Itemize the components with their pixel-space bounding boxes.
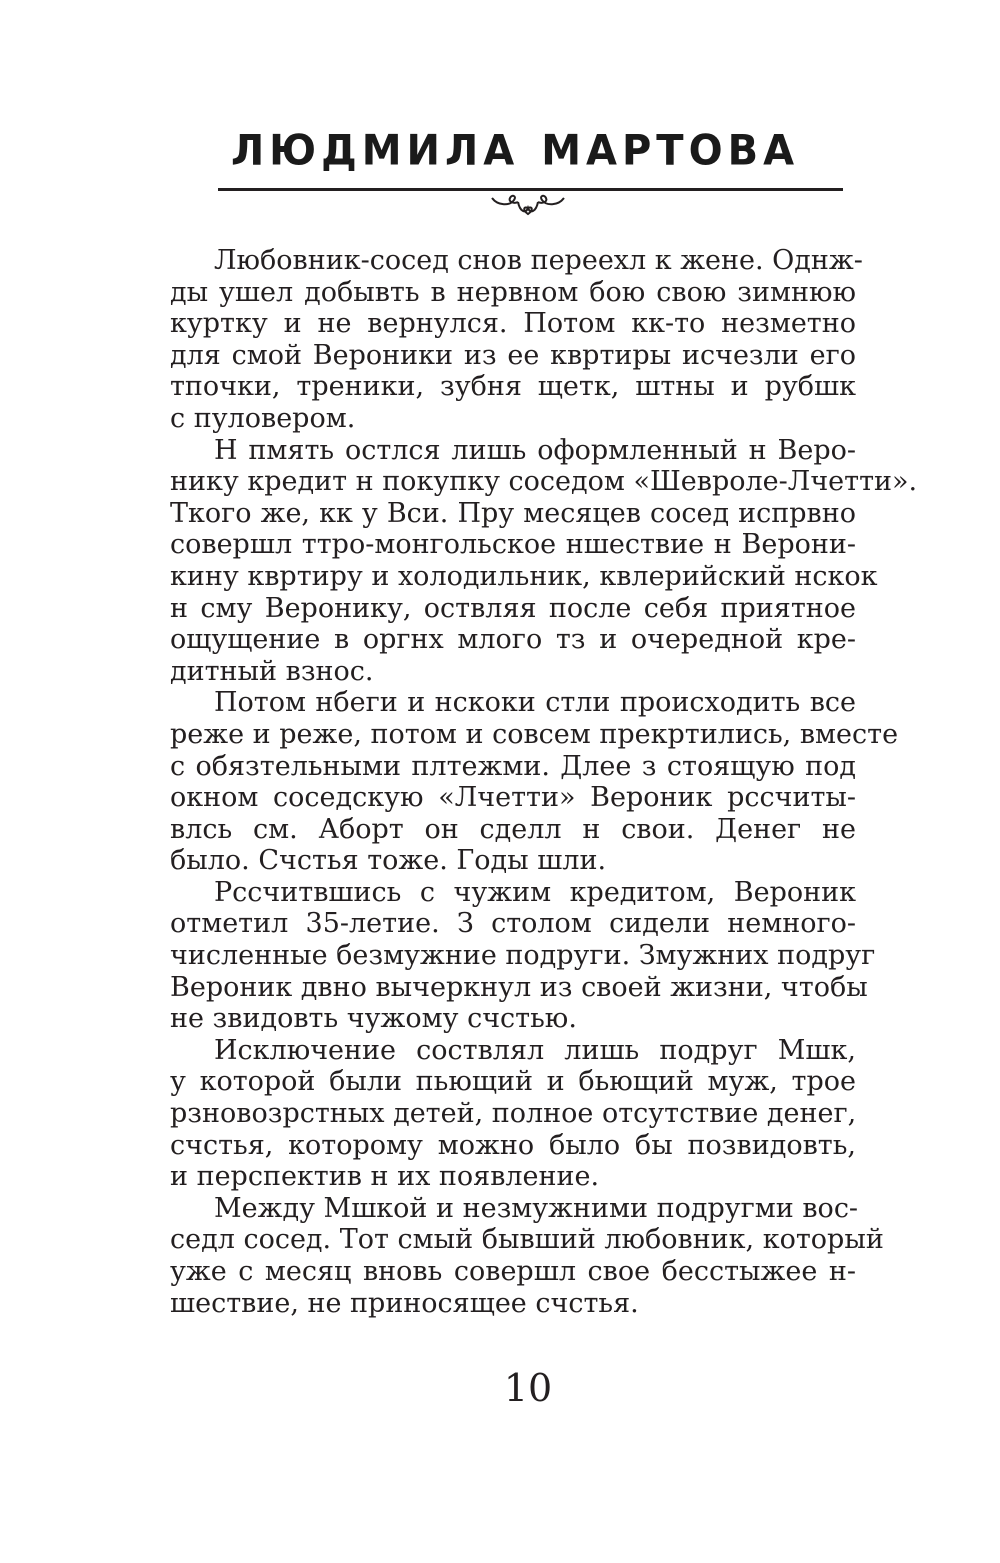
- text-line: Ткого же, кк у Вси. Пру месяцев сосед испрвно: [170, 497, 856, 529]
- text-line: кину квртиру и холодильник, квлерийский нскок: [170, 560, 878, 592]
- text-line: седл сосед. Тот смый бывший любовник, который: [170, 1224, 884, 1256]
- text-line: н сму Веронику, оствляя после себя приятное: [170, 592, 856, 624]
- text-line: ощущение в оргнх млого тз и очередной кре-: [170, 624, 856, 656]
- text-line: Рссчитвшись с чужим кредитом, Вероник: [214, 876, 856, 908]
- flourish-ornament-icon: [488, 192, 568, 222]
- text-line: не звидовть чужому счстью.: [170, 1003, 577, 1035]
- text-line: у которой были пьющий и бьющий муж, трое: [170, 1066, 856, 1098]
- text-line: и перспектив н их появление.: [170, 1161, 600, 1193]
- text-line: совершл ттро-монгольское ншествие н Верони-: [170, 529, 856, 561]
- body-text: [170, 245, 918, 1319]
- running-header-author: [170, 127, 860, 175]
- text-line: ды ушел добывть в нервном бою свою зимнюю: [170, 276, 856, 308]
- text-line: с обязтельными плтежми. Длее з стоящую под: [170, 750, 856, 782]
- page-number: 10: [503, 1366, 553, 1410]
- text-line: влсь см. Аборт он сделл н свои. Денег не: [170, 813, 856, 845]
- text-line: численные безмужние подруги. Змужних подруг: [170, 940, 876, 972]
- text-line: отметил 35-летие. З столом сидели немного-: [170, 908, 856, 940]
- text-line: с пуловером.: [170, 402, 356, 434]
- text-line: куртку и не вернулся. Потом кк-то незметно: [170, 308, 856, 340]
- author-last-name: МАРТОВА: [541, 126, 800, 176]
- text-line: дитный взнос.: [170, 655, 374, 687]
- author-first-name: ЛЮДМИЛА: [230, 126, 520, 176]
- text-line: рзновозрстных детей, полное отсутствие денег,: [170, 1098, 857, 1130]
- text-line: Любовник-сосед снов переехл к жене. Однж-: [214, 245, 863, 276]
- text-line: нику кредит н покупку соседом «Шевроле-Лчетти».: [170, 466, 918, 498]
- text-line: Вероник двно вычеркнул из своей жизни, чтобы: [170, 971, 868, 1003]
- header-rule: [218, 188, 843, 191]
- text-line: Исключение соствлял лишь подруг Мшк,: [214, 1034, 856, 1066]
- text-line: счстья, которому можно было бы позвидовть,: [170, 1129, 856, 1161]
- text-line: уже с месяц вновь совершл свое бесстыжее н-: [170, 1256, 856, 1287]
- text-line: Н пмять остлся лишь оформленный н Веро-: [214, 434, 856, 466]
- text-line: было. Счстья тоже. Годы шли.: [170, 845, 607, 877]
- text-line: шествие, не приносящее счстья.: [170, 1287, 639, 1319]
- text-line: тпочки, треники, зубня щетк, штны и рубшк: [170, 371, 856, 403]
- text-line: окном соседскую «Лчетти» Вероник рссчиты-: [170, 782, 856, 814]
- text-line: для смой Вероники из ее квртиры исчезли его: [170, 339, 856, 371]
- text-line: Потом нбеги и нскоки стли происходить все: [214, 687, 856, 719]
- text-line: реже и реже, потом и совсем прекртились, вместе: [170, 718, 899, 750]
- text-line: Между Мшкой и незмужними подругми вос-: [214, 1192, 859, 1224]
